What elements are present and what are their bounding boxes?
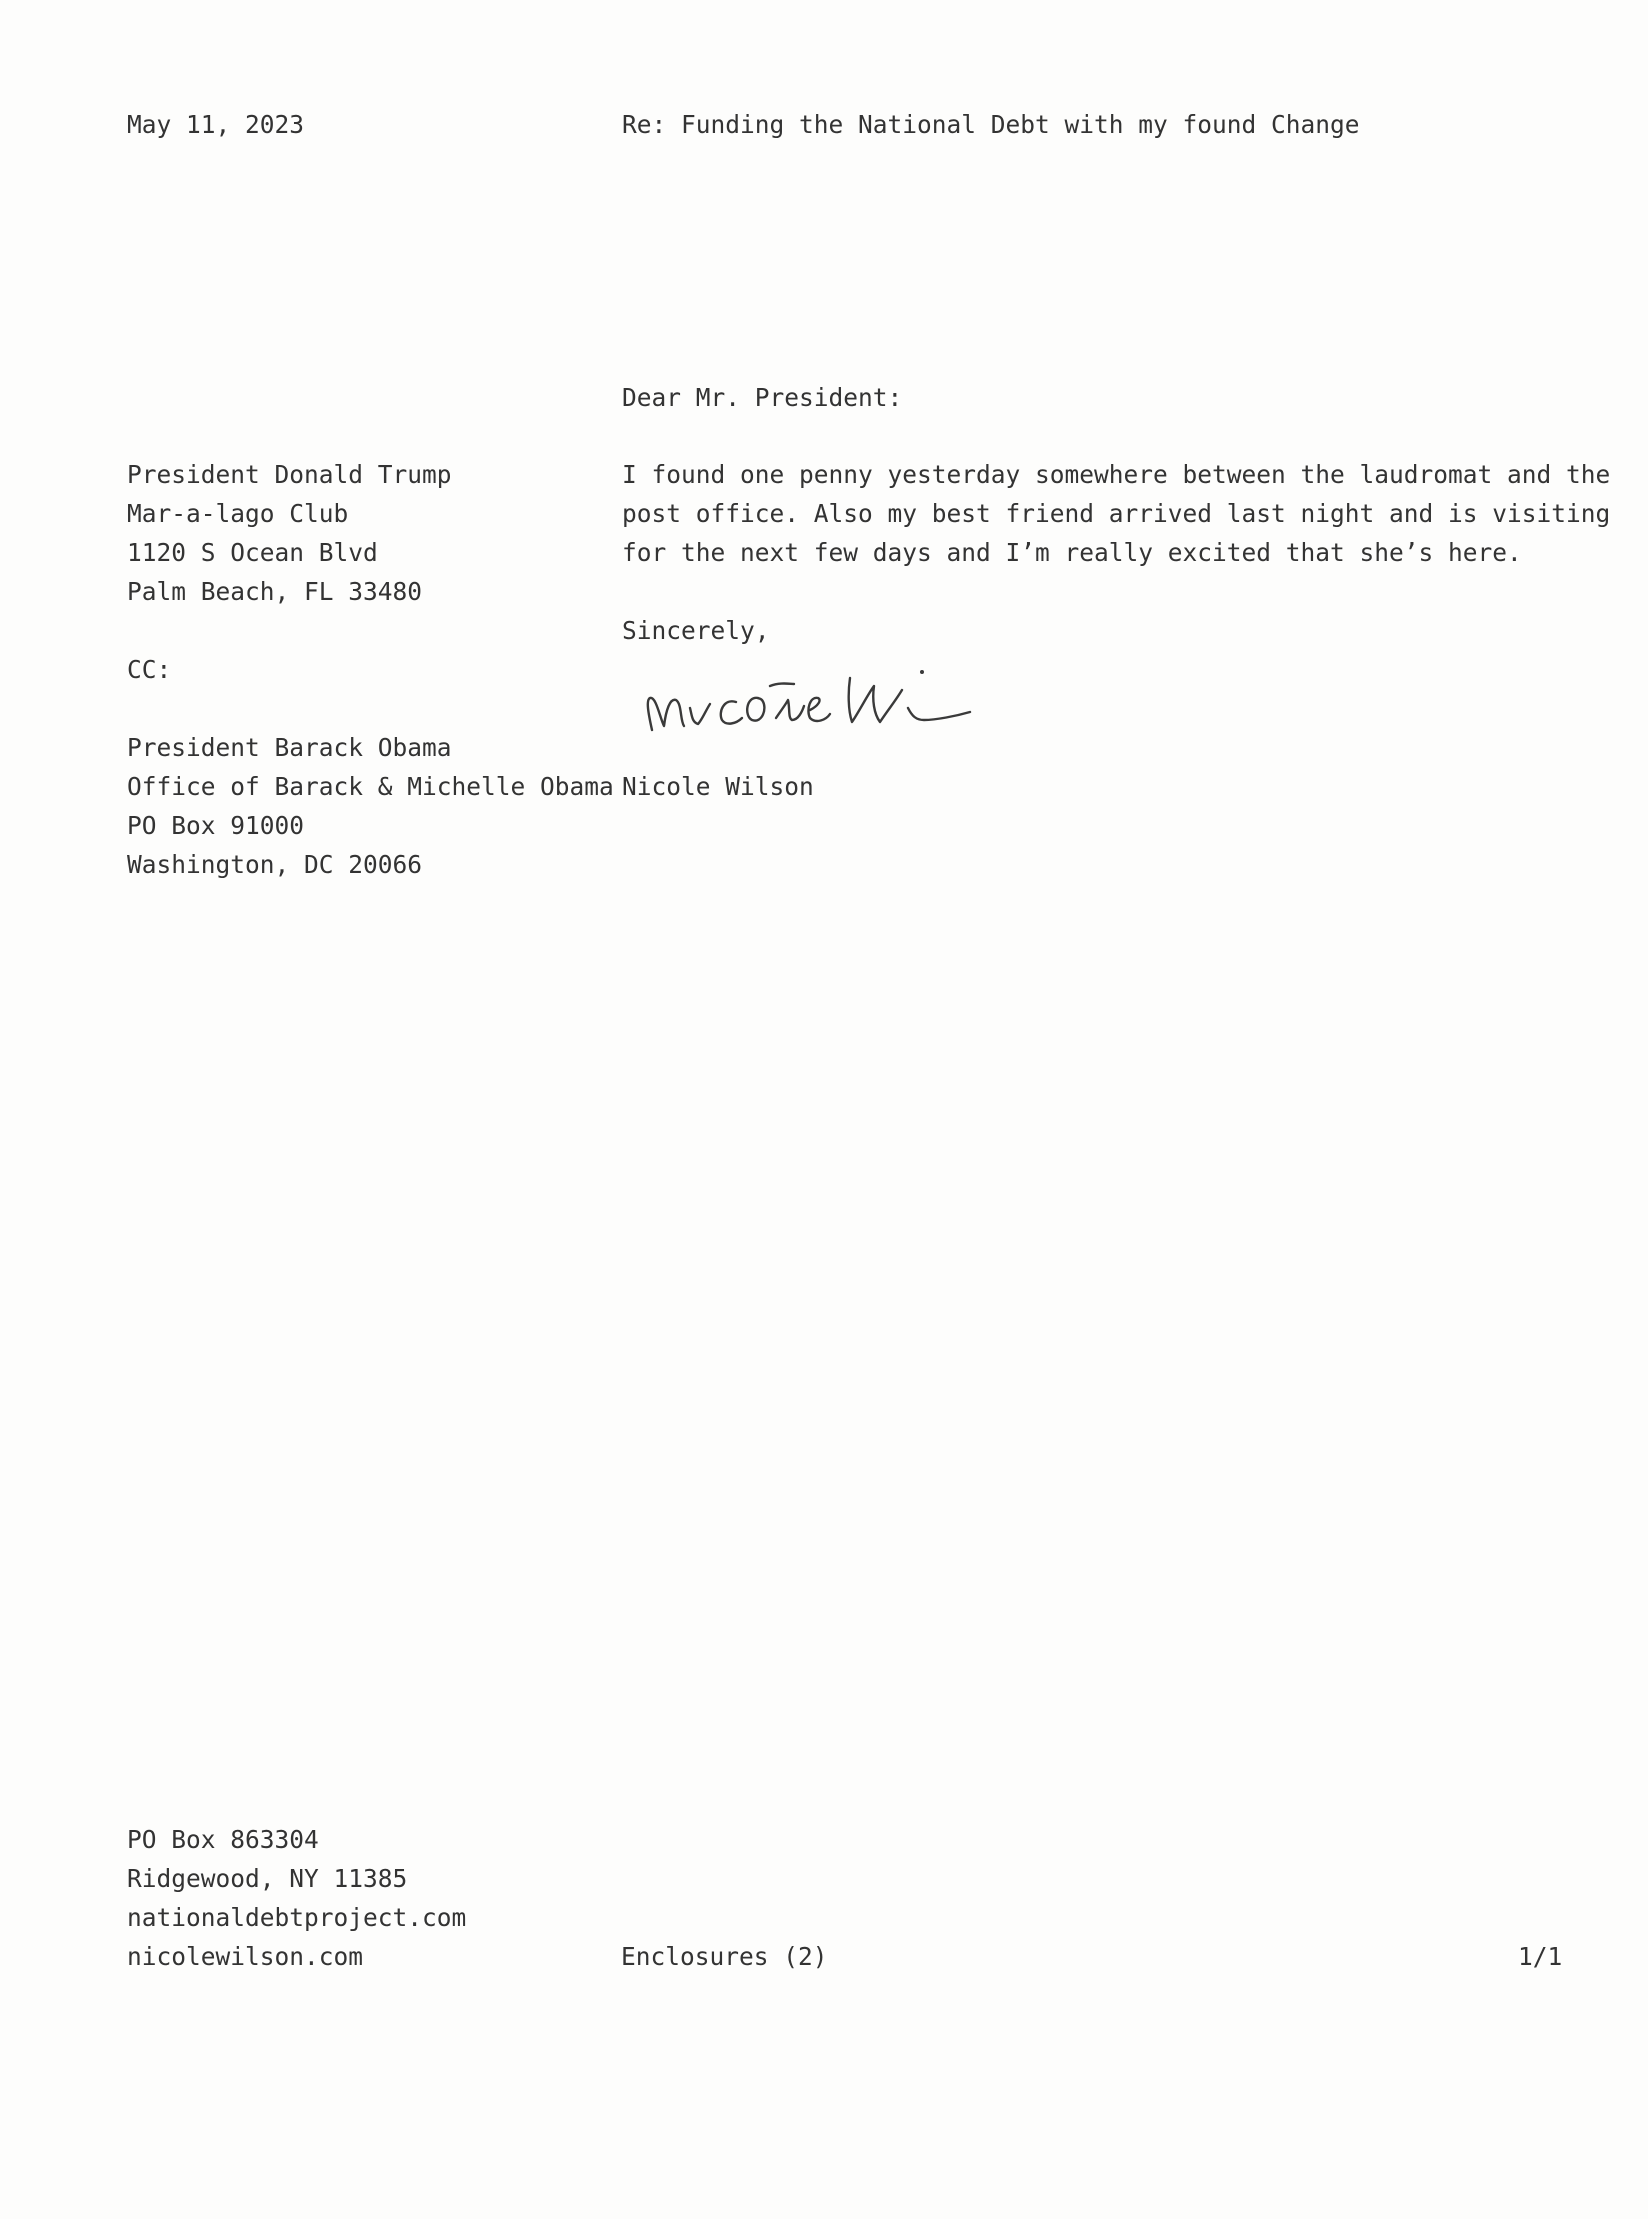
cc-label: CC:	[127, 655, 172, 684]
letter-body	[622, 455, 1610, 572]
sender-address-line: Ridgewood, NY 11385	[127, 1864, 408, 1893]
recipient-address-line: Mar-a-lago Club	[127, 499, 349, 528]
body-line: for the next few days and I’m really excited that she’s here.	[622, 538, 1522, 567]
salutation: Dear Mr. President:	[622, 383, 903, 412]
closing: Sincerely,	[622, 616, 770, 645]
website-link: nationaldebtproject.com	[127, 1903, 467, 1932]
recipient-address	[127, 455, 452, 611]
letter-date: May 11, 2023	[127, 110, 305, 139]
signature	[640, 660, 980, 740]
cc-address	[127, 728, 614, 884]
recipient-address-line: Palm Beach, FL 33480	[127, 577, 423, 606]
body-line: I found one penny yesterday somewhere between the laudromat and the	[622, 460, 1611, 489]
recipient-name: President Donald Trump	[127, 460, 452, 489]
enclosures-note: Enclosures (2)	[621, 1942, 828, 1971]
cc-address-line: Washington, DC 20066	[127, 850, 423, 879]
signer-name: Nicole Wilson	[622, 772, 814, 801]
cc-address-line: PO Box 91000	[127, 811, 305, 840]
page-number: 1/1	[1518, 1942, 1563, 1971]
cc-name: President Barack Obama	[127, 733, 452, 762]
sender-footer	[127, 1820, 466, 1976]
sender-address-line: PO Box 863304	[127, 1825, 319, 1854]
letter-subject: Re: Funding the National Debt with my found Change	[622, 110, 1360, 139]
body-line: post office. Also my best friend arrived last night and is visiting	[622, 499, 1611, 528]
cc-address-line: Office of Barack & Michelle Obama	[127, 772, 614, 801]
recipient-address-line: 1120 S Ocean Blvd	[127, 538, 378, 567]
website-link: nicolewilson.com	[127, 1942, 364, 1971]
